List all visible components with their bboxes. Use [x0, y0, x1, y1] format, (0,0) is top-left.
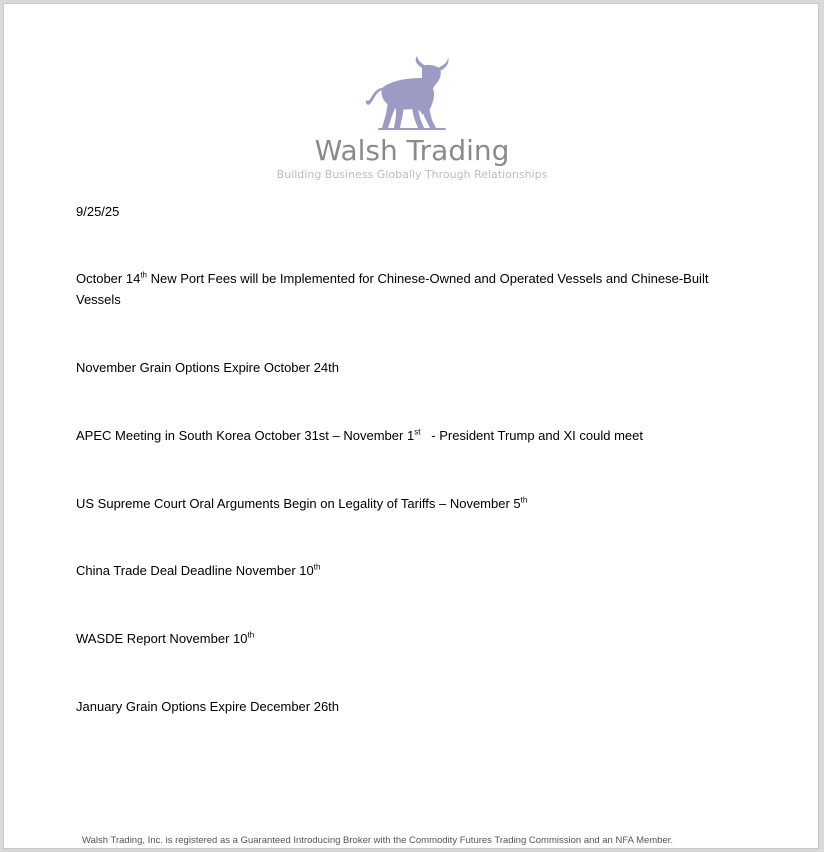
calendar-item: APEC Meeting in South Korea October 31st – November 1st - President Trump and XI could meet — [76, 427, 643, 443]
brand-name: Walsh Trading — [314, 134, 510, 167]
document-page — [3, 3, 819, 849]
company-logo — [4, 54, 820, 182]
footer-disclaimer: Walsh Trading, Inc. is registered as a Guaranteed Introducing Broker with the Commodity Futures Trading Commission and an NFA Member. — [82, 835, 674, 846]
calendar-item: January Grain Options Expire December 26th — [76, 699, 340, 714]
brand-tagline: Building Business Globally Through Relationships — [276, 168, 548, 181]
bull-icon — [362, 54, 462, 132]
calendar-item: WASDE Report November 10th — [76, 630, 255, 646]
calendar-item: US Supreme Court Oral Arguments Begin on Legality of Tariffs – November 5th — [76, 495, 528, 511]
document-date: 9/25/25 — [76, 204, 120, 219]
calendar-item: October 14th New Port Fees will be Implemented for Chinese-Owned and Operated Vessels and Chinese-Built Vessels — [76, 270, 709, 307]
calendar-item: China Trade Deal Deadline November 10th — [76, 562, 321, 578]
calendar-item: November Grain Options Expire October 24th — [76, 360, 340, 375]
